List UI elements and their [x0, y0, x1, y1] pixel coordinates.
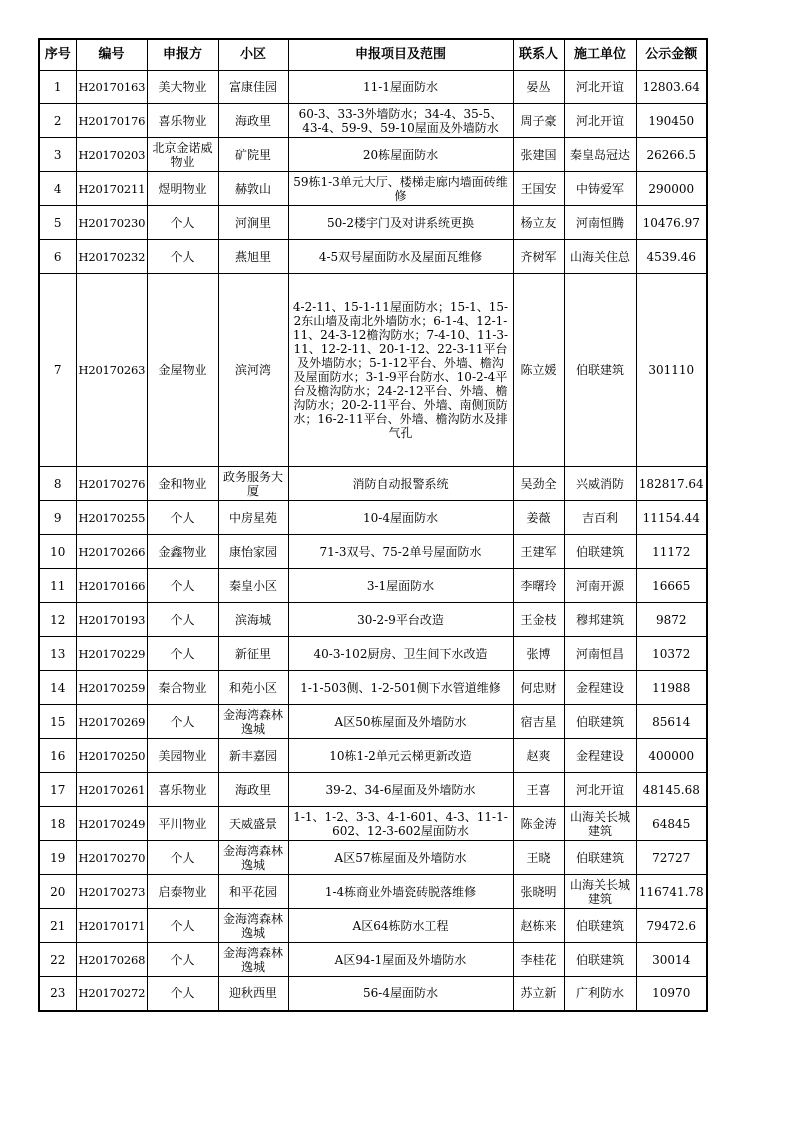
cell-no: 22 — [39, 943, 76, 977]
table-row — [39, 841, 707, 875]
cell-no: 16 — [39, 739, 76, 773]
cell-no: 12 — [39, 603, 76, 637]
cell-code: H20170268 — [76, 943, 147, 977]
cell-contact: 王国安 — [513, 172, 564, 206]
cell-applicant: 个人 — [147, 841, 218, 875]
cell-applicant: 北京金诺威物业 — [147, 138, 218, 172]
cell-code: H20170171 — [76, 909, 147, 943]
cell-community: 滨河湾 — [218, 274, 288, 467]
cell-applicant: 美大物业 — [147, 71, 218, 104]
table-row — [39, 501, 707, 535]
cell-contact: 吴劲全 — [513, 467, 564, 501]
cell-applicant: 个人 — [147, 637, 218, 671]
cell-amount: 11172 — [636, 535, 707, 569]
cell-project: 56-4屋面防水 — [288, 977, 513, 1011]
cell-community: 天威盛景 — [218, 807, 288, 841]
cell-code: H20170166 — [76, 569, 147, 603]
cell-project: 3-1屋面防水 — [288, 569, 513, 603]
cell-code: H20170259 — [76, 671, 147, 705]
cell-amount: 72727 — [636, 841, 707, 875]
cell-community: 矿院里 — [218, 138, 288, 172]
cell-contractor: 广利防水 — [564, 977, 636, 1011]
header-contact: 联系人 — [513, 39, 564, 71]
cell-project: 30-2-9平台改造 — [288, 603, 513, 637]
cell-project: 50-2楼宇门及对讲系统更换 — [288, 206, 513, 240]
table-row — [39, 807, 707, 841]
cell-amount: 182817.64 — [636, 467, 707, 501]
cell-community: 富康佳园 — [218, 71, 288, 104]
cell-no: 19 — [39, 841, 76, 875]
cell-code: H20170270 — [76, 841, 147, 875]
cell-amount: 85614 — [636, 705, 707, 739]
cell-community: 新征里 — [218, 637, 288, 671]
table-row — [39, 104, 707, 138]
cell-code: H20170229 — [76, 637, 147, 671]
cell-applicant: 个人 — [147, 603, 218, 637]
cell-community: 滨海城 — [218, 603, 288, 637]
cell-no: 17 — [39, 773, 76, 807]
cell-contractor: 伯联建筑 — [564, 909, 636, 943]
cell-contact: 宿吉星 — [513, 705, 564, 739]
cell-code: H20170261 — [76, 773, 147, 807]
cell-project: 59栋1-3单元大厅、楼梯走廊内墙面砖维修 — [288, 172, 513, 206]
cell-community: 金海湾森林逸城 — [218, 909, 288, 943]
cell-applicant: 煜明物业 — [147, 172, 218, 206]
cell-contractor: 山海关住总 — [564, 240, 636, 274]
cell-amount: 4539.46 — [636, 240, 707, 274]
cell-project: 39-2、34-6屋面及外墙防水 — [288, 773, 513, 807]
cell-code: H20170193 — [76, 603, 147, 637]
table-row — [39, 138, 707, 172]
cell-applicant: 个人 — [147, 206, 218, 240]
cell-applicant: 个人 — [147, 240, 218, 274]
cell-project: A区94-1屋面及外墙防水 — [288, 943, 513, 977]
cell-contractor: 河北开谊 — [564, 773, 636, 807]
table-row — [39, 467, 707, 501]
cell-contact: 苏立新 — [513, 977, 564, 1011]
table-row — [39, 637, 707, 671]
cell-contractor: 河南开源 — [564, 569, 636, 603]
cell-contact: 陈立媛 — [513, 274, 564, 467]
cell-amount: 26266.5 — [636, 138, 707, 172]
cell-contractor: 山海关长城建筑 — [564, 807, 636, 841]
table-row — [39, 773, 707, 807]
header-row — [39, 39, 707, 71]
cell-applicant: 启泰物业 — [147, 875, 218, 909]
table-row — [39, 603, 707, 637]
cell-project: 71-3双号、75-2单号屋面防水 — [288, 535, 513, 569]
cell-contractor: 穆邦建筑 — [564, 603, 636, 637]
cell-no: 13 — [39, 637, 76, 671]
cell-contact: 杨立友 — [513, 206, 564, 240]
cell-amount: 290000 — [636, 172, 707, 206]
notice-table — [38, 38, 708, 1012]
cell-code: H20170211 — [76, 172, 147, 206]
cell-amount: 11154.44 — [636, 501, 707, 535]
cell-community: 秦皇小区 — [218, 569, 288, 603]
cell-amount: 301110 — [636, 274, 707, 467]
cell-community: 和平花园 — [218, 875, 288, 909]
cell-contact: 王喜 — [513, 773, 564, 807]
cell-amount: 10476.97 — [636, 206, 707, 240]
table-row — [39, 71, 707, 104]
cell-code: H20170276 — [76, 467, 147, 501]
cell-community: 燕旭里 — [218, 240, 288, 274]
cell-no: 9 — [39, 501, 76, 535]
cell-contractor: 秦皇岛冠达 — [564, 138, 636, 172]
cell-contact: 李曙玲 — [513, 569, 564, 603]
table-row — [39, 977, 707, 1011]
table-row — [39, 535, 707, 569]
cell-contractor: 兴威消防 — [564, 467, 636, 501]
cell-applicant: 金屋物业 — [147, 274, 218, 467]
cell-amount: 48145.68 — [636, 773, 707, 807]
cell-applicant: 金和物业 — [147, 467, 218, 501]
cell-community: 新丰嘉园 — [218, 739, 288, 773]
cell-code: H20170255 — [76, 501, 147, 535]
cell-contact: 张晓明 — [513, 875, 564, 909]
cell-contractor: 伯联建筑 — [564, 535, 636, 569]
table-row — [39, 274, 707, 467]
cell-contractor: 伯联建筑 — [564, 274, 636, 467]
cell-no: 11 — [39, 569, 76, 603]
cell-contractor: 中铸爱军 — [564, 172, 636, 206]
cell-code: H20170263 — [76, 274, 147, 467]
cell-contact: 赵栋来 — [513, 909, 564, 943]
cell-amount: 30014 — [636, 943, 707, 977]
cell-no: 4 — [39, 172, 76, 206]
cell-amount: 79472.6 — [636, 909, 707, 943]
cell-applicant: 平川物业 — [147, 807, 218, 841]
header-contractor: 施工单位 — [564, 39, 636, 71]
table-row — [39, 875, 707, 909]
cell-applicant: 个人 — [147, 501, 218, 535]
table-row — [39, 206, 707, 240]
cell-project: 消防自动报警系统 — [288, 467, 513, 501]
cell-code: H20170250 — [76, 739, 147, 773]
cell-no: 21 — [39, 909, 76, 943]
cell-project: 4-5双号屋面防水及屋面瓦维修 — [288, 240, 513, 274]
cell-contractor: 吉百利 — [564, 501, 636, 535]
cell-project: 40-3-102厨房、卫生间下水改造 — [288, 637, 513, 671]
cell-contact: 何忠财 — [513, 671, 564, 705]
cell-applicant: 个人 — [147, 977, 218, 1011]
header-amount: 公示金额 — [636, 39, 707, 71]
cell-community: 金海湾森林逸城 — [218, 943, 288, 977]
cell-applicant: 金鑫物业 — [147, 535, 218, 569]
cell-contact: 姜薇 — [513, 501, 564, 535]
cell-code: H20170269 — [76, 705, 147, 739]
header-community: 小区 — [218, 39, 288, 71]
cell-no: 1 — [39, 71, 76, 104]
cell-no: 8 — [39, 467, 76, 501]
cell-contractor: 河北开谊 — [564, 104, 636, 138]
cell-community: 金海湾森林逸城 — [218, 841, 288, 875]
cell-contact: 赵爽 — [513, 739, 564, 773]
cell-project: 10-4屋面防水 — [288, 501, 513, 535]
cell-code: H20170176 — [76, 104, 147, 138]
table-row — [39, 671, 707, 705]
cell-community: 和苑小区 — [218, 671, 288, 705]
cell-no: 5 — [39, 206, 76, 240]
cell-no: 20 — [39, 875, 76, 909]
table-row — [39, 705, 707, 739]
cell-amount: 116741.78 — [636, 875, 707, 909]
cell-no: 3 — [39, 138, 76, 172]
cell-no: 23 — [39, 977, 76, 1011]
table-row — [39, 172, 707, 206]
cell-project: 1-1、1-2、3-3、4-1-601、4-3、11-1-602、12-3-602屋面防水 — [288, 807, 513, 841]
cell-community: 金海湾森林逸城 — [218, 705, 288, 739]
cell-applicant: 喜乐物业 — [147, 773, 218, 807]
cell-project: 11-1屋面防水 — [288, 71, 513, 104]
table-row — [39, 739, 707, 773]
cell-contact: 陈金涛 — [513, 807, 564, 841]
cell-contractor: 伯联建筑 — [564, 943, 636, 977]
cell-code: H20170232 — [76, 240, 147, 274]
table-row — [39, 909, 707, 943]
cell-community: 河涧里 — [218, 206, 288, 240]
cell-amount: 16665 — [636, 569, 707, 603]
cell-project: 1-1-503侧、1-2-501侧下水管道维修 — [288, 671, 513, 705]
cell-applicant: 个人 — [147, 705, 218, 739]
cell-no: 2 — [39, 104, 76, 138]
cell-community: 康怡家园 — [218, 535, 288, 569]
cell-community: 迎秋西里 — [218, 977, 288, 1011]
cell-project: 60-3、33-3外墙防水；34-4、35-5、43-4、59-9、59-10屋面及外墙防水 — [288, 104, 513, 138]
cell-project: 1-4栋商业外墙瓷砖脱落维修 — [288, 875, 513, 909]
cell-no: 15 — [39, 705, 76, 739]
cell-contractor: 山海关长城建筑 — [564, 875, 636, 909]
cell-contractor: 伯联建筑 — [564, 705, 636, 739]
header-applicant: 申报方 — [147, 39, 218, 71]
cell-contact: 周子豪 — [513, 104, 564, 138]
cell-applicant: 个人 — [147, 943, 218, 977]
cell-amount: 400000 — [636, 739, 707, 773]
header-no: 序号 — [39, 39, 76, 71]
cell-amount: 10970 — [636, 977, 707, 1011]
cell-contractor: 金程建设 — [564, 671, 636, 705]
cell-contact: 晏丛 — [513, 71, 564, 104]
cell-amount: 10372 — [636, 637, 707, 671]
cell-project: 4-2-11、15-1-11屋面防水；15-1、15-2东山墙及南北外墙防水；6-1-4、12-1-11、24-3-12檐沟防水；7-4-10、11-3-11、12-2-11、20-1-12、22-3-11平台及外墙防水；5-1-12平台、外墙、檐沟及屋面防水；3-1-9平台防水、10-2-4平台及檐沟防水；24-2-12平台、外墙、檐沟防水；20-2-11平台、外墙、南侧顶防水；16-2-11平台、外墙、檐沟防水及排气孔 — [288, 274, 513, 467]
header-code: 编号 — [76, 39, 147, 71]
cell-applicant: 个人 — [147, 909, 218, 943]
cell-code: H20170249 — [76, 807, 147, 841]
cell-amount: 9872 — [636, 603, 707, 637]
cell-contact: 张建国 — [513, 138, 564, 172]
table-row — [39, 943, 707, 977]
cell-no: 18 — [39, 807, 76, 841]
cell-contact: 张博 — [513, 637, 564, 671]
cell-contractor: 河南恒昌 — [564, 637, 636, 671]
cell-code: H20170272 — [76, 977, 147, 1011]
cell-code: H20170273 — [76, 875, 147, 909]
cell-code: H20170163 — [76, 71, 147, 104]
cell-applicant: 喜乐物业 — [147, 104, 218, 138]
cell-code: H20170203 — [76, 138, 147, 172]
cell-project: 20栋屋面防水 — [288, 138, 513, 172]
cell-no: 6 — [39, 240, 76, 274]
cell-community: 赫敦山 — [218, 172, 288, 206]
cell-contact: 李桂花 — [513, 943, 564, 977]
cell-contractor: 河南恒腾 — [564, 206, 636, 240]
cell-code: H20170266 — [76, 535, 147, 569]
cell-applicant: 美园物业 — [147, 739, 218, 773]
cell-contact: 齐树军 — [513, 240, 564, 274]
cell-amount: 11988 — [636, 671, 707, 705]
cell-contact: 王晓 — [513, 841, 564, 875]
cell-contractor: 金程建设 — [564, 739, 636, 773]
cell-project: A区64栋防水工程 — [288, 909, 513, 943]
cell-project: A区50栋屋面及外墙防水 — [288, 705, 513, 739]
cell-applicant: 个人 — [147, 569, 218, 603]
cell-project: 10栋1-2单元云梯更新改造 — [288, 739, 513, 773]
cell-no: 14 — [39, 671, 76, 705]
cell-contractor: 河北开谊 — [564, 71, 636, 104]
cell-contact: 王建军 — [513, 535, 564, 569]
cell-community: 海政里 — [218, 773, 288, 807]
cell-community: 中房星苑 — [218, 501, 288, 535]
cell-community: 海政里 — [218, 104, 288, 138]
cell-contractor: 伯联建筑 — [564, 841, 636, 875]
table-body — [39, 71, 707, 1011]
cell-amount: 190450 — [636, 104, 707, 138]
table-row — [39, 240, 707, 274]
cell-contact: 王金枝 — [513, 603, 564, 637]
cell-applicant: 秦合物业 — [147, 671, 218, 705]
cell-amount: 12803.64 — [636, 71, 707, 104]
cell-project: A区57栋屋面及外墙防水 — [288, 841, 513, 875]
cell-community: 政务服务大厦 — [218, 467, 288, 501]
cell-code: H20170230 — [76, 206, 147, 240]
header-project: 申报项目及范围 — [288, 39, 513, 71]
cell-no: 7 — [39, 274, 76, 467]
table-row — [39, 569, 707, 603]
cell-no: 10 — [39, 535, 76, 569]
cell-amount: 64845 — [636, 807, 707, 841]
